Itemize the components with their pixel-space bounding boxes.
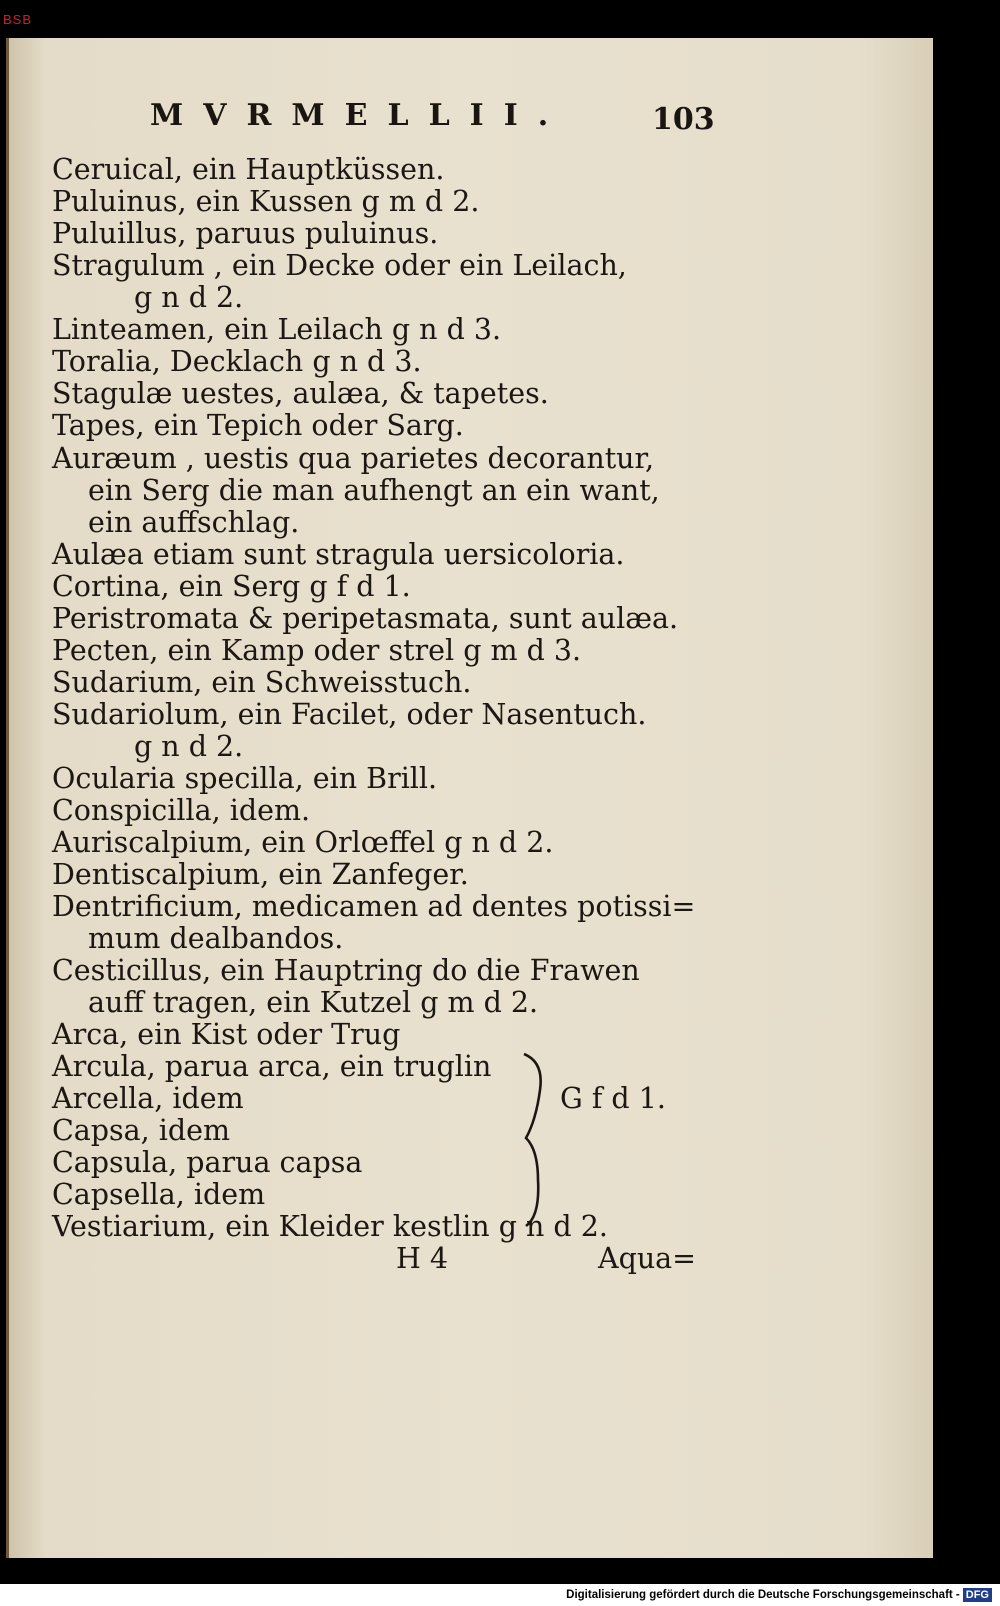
text-line: Cortina, ein Serg g f d 1. [52, 570, 411, 603]
dfg-logo: DFG [963, 1588, 992, 1602]
text-line: Arcula, parua arca, ein truglin [52, 1050, 492, 1083]
text-line: Conspicilla, idem. [52, 794, 311, 827]
text-line: Pecten, ein Kamp oder strel g m d 3. [52, 634, 582, 667]
text-line: Vestiarium, ein Kleider kestlin g n d 2. [52, 1210, 608, 1243]
text-line: Peristromata & peripetasmata, sunt aulæa. [52, 602, 679, 635]
footer-credit-text: Digitalisierung gefördert durch die Deutsche Forschungsgemeinschaft - [566, 1589, 960, 1601]
text-line: ein auffschlag. [88, 506, 300, 539]
page-number: 103 [652, 102, 715, 137]
text-line: Dentiscalpium, ein Zanfeger. [52, 858, 469, 891]
library-mark: BSB [3, 12, 33, 27]
text-line: mum dealbandos. [88, 922, 344, 955]
text-line: Auriscalpium, ein Orlœffel g n d 2. [52, 826, 554, 859]
text-line: Stagulæ uestes, aulæa, & tapetes. [52, 377, 549, 410]
text-line: g n d 2. [134, 281, 244, 314]
signature-mark: H 4 [396, 1242, 449, 1275]
text-line: Linteamen, ein Leilach g n d 3. [52, 313, 502, 346]
text-line: Auræum , uestis qua parietes decorantur, [52, 442, 655, 475]
text-line: Sudarium, ein Schweisstuch. [52, 666, 472, 699]
text-line: Arca, ein Kist oder Trug [52, 1018, 401, 1051]
text-line: Cesticillus, ein Hauptring do die Frawen [52, 954, 640, 987]
text-line: Toralia, Decklach g n d 3. [52, 345, 422, 378]
catchword: Aqua= [598, 1242, 697, 1275]
running-title: MVRMELLII. [150, 98, 569, 133]
text-line: Puluinus, ein Kussen g m d 2. [52, 185, 480, 218]
text-line: auff tragen, ein Kutzel g m d 2. [88, 986, 539, 1019]
text-line: Tapes, ein Tepich oder Sarg. [52, 409, 464, 442]
text-line: Ocularia specilla, ein Brill. [52, 762, 438, 795]
text-line: Ceruical, ein Hauptküssen. [52, 153, 445, 186]
text-line: Capsella, idem [52, 1178, 266, 1211]
text-line: Capsa, idem [52, 1114, 231, 1147]
text-line: Dentrificium, medicamen ad dentes potissi= [52, 890, 696, 923]
text-line: Sudariolum, ein Facilet, oder Nasentuch. [52, 698, 647, 731]
text-line: Aulæa etiam sunt stragula uersicoloria. [52, 538, 625, 571]
curly-brace-icon [520, 1050, 550, 1230]
text-line: Capsula, parua capsa [52, 1146, 363, 1179]
text-line: Arcella, idem [52, 1082, 244, 1115]
text-line: Stragulum , ein Decke oder ein Leilach, [52, 249, 627, 282]
brace-label: G f d 1. [560, 1082, 666, 1115]
footer-credit [0, 1584, 1000, 1606]
text-line: Puluillus, paruus puluinus. [52, 217, 439, 250]
text-line: g n d 2. [134, 730, 244, 763]
text-line: ein Serg die man aufhengt an ein want, [88, 474, 660, 507]
